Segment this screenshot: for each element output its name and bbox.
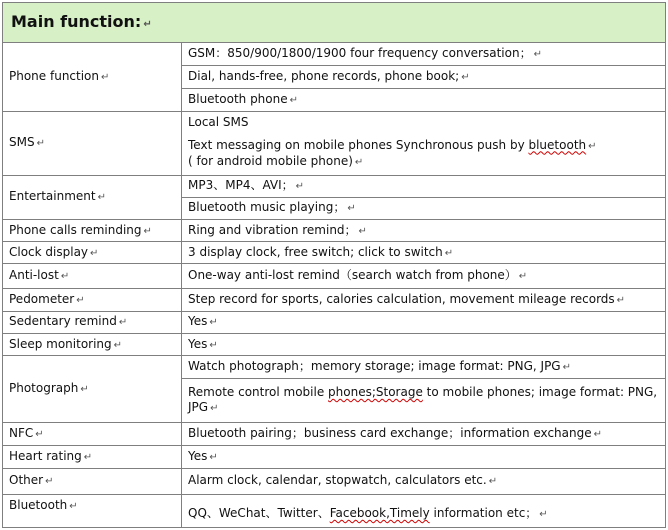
value-text-spellcheck: Facebook,Timely [329,506,430,520]
category-phone-calls-reminding [3,220,182,242]
value-text: JPG [188,400,209,415]
return-mark: ↵ [533,48,542,60]
return-mark: ↵ [295,181,305,193]
category-clock-display [3,242,182,264]
return-mark: ↵ [593,428,602,440]
value-text-spellcheck: phones;Storage [328,385,423,400]
value-text: MP3、MP4、AVI； [188,178,294,193]
return-mark: ↵ [358,225,367,237]
table-row [3,264,666,288]
category-heart-rating [3,446,182,469]
category-sms [3,112,182,176]
return-mark: ↵ [562,362,572,374]
return-mark: ↵ [209,317,218,329]
table-row [3,422,666,445]
value-line [188,385,659,400]
table-row [3,494,666,527]
return-mark: ↵ [76,294,85,306]
value-cell [182,311,666,333]
value-cell [182,469,666,494]
category-label: Bluetooth [9,497,68,512]
value-text: Remote control mobile [188,385,329,400]
value-text: Ring and vibration remind； [188,222,357,237]
table-row [3,43,666,65]
return-mark: ↵ [354,156,364,168]
category-other [3,469,182,494]
category-sedentary-remind [3,311,182,333]
category-label: Sedentary remind [9,314,117,329]
table-row [3,242,666,264]
return-mark: ↵ [143,18,152,30]
return-mark: ↵ [101,72,110,84]
return-mark: ↵ [60,271,70,283]
value-text: Bluetooth music playing； [188,200,346,215]
return-mark: ↵ [347,203,356,215]
value-cell [182,65,666,88]
value-cell [182,242,666,264]
return-mark: ↵ [143,225,152,237]
return-mark: ↵ [616,294,626,306]
return-mark: ↵ [118,317,128,329]
value-text: Alarm clock, calendar, stopwatch, calculators etc. [188,473,487,488]
value-text: Local SMS [188,114,249,129]
value-text: GSM：850/900/1800/1900 four frequency conversation； [188,45,532,60]
value-text: 3 display clock, free switch; click to switch [188,244,443,259]
return-mark: ↵ [90,247,99,259]
value-text: ( for android mobile phone) [188,153,353,168]
return-mark: ↵ [35,428,44,440]
return-mark: ↵ [45,476,54,488]
value-text: Yes [188,314,208,329]
value-text: Text messaging on mobile phones Synchronous push by [188,137,529,152]
table-row [3,446,666,469]
category-pedometer [3,288,182,311]
value-cell [182,334,666,356]
table-row [3,288,666,311]
return-mark: ↵ [539,509,548,520]
category-label: Pedometer [9,291,75,306]
value-line [188,154,659,170]
value-cell [182,88,666,111]
table-row [3,311,666,333]
category-label: Entertainment [9,189,96,204]
category-anti-lost [3,264,182,288]
main-function-title [3,3,666,43]
return-mark: ↵ [461,71,470,83]
return-mark: ↵ [36,138,45,150]
return-mark: ↵ [588,140,597,152]
category-bluetooth [3,494,182,527]
value-text: Yes [188,336,208,351]
value-cell [182,264,666,288]
table-row [3,220,666,242]
category-label: Other [9,473,44,488]
value-cell [182,43,666,65]
value-line [188,138,659,154]
category-label: Photograph [9,381,79,396]
value-cell [182,494,666,527]
value-text: Dial, hands-free, phone records, phone book; [188,68,460,83]
return-mark: ↵ [444,247,454,259]
title-text: Main function: [11,11,142,31]
value-text: Watch photograph；memory storage; image format: PNG, JPG [188,359,561,374]
table-row [3,334,666,356]
table-row [3,356,666,379]
return-mark: ↵ [209,339,218,351]
value-cell [182,422,666,445]
category-label: Phone function [9,69,100,84]
category-label: Heart rating [9,449,82,464]
category-label: Clock display [9,244,89,259]
return-mark: ↵ [113,339,123,351]
category-sleep-monitoring [3,334,182,356]
return-mark: ↵ [97,192,106,204]
table-header-row [3,3,666,43]
value-text: Bluetooth pairing；business card exchange；information exchange [188,425,592,440]
category-label: SMS [9,135,35,150]
value-line [188,400,659,416]
category-label: Sleep monitoring [9,336,112,351]
category-photograph [3,356,182,423]
value-text: to mobile phones; image format: PNG, [422,385,658,400]
category-entertainment [3,175,182,219]
return-mark: ↵ [83,452,93,464]
value-text: Step record for sports, calories calculation, movement mileage records [188,291,615,306]
value-cell [182,175,666,197]
value-cell [182,220,666,242]
value-cell [182,197,666,219]
category-label: Phone calls reminding [9,222,142,237]
category-label: NFC [9,425,34,440]
value-text: information etc； [429,506,538,520]
value-text: Yes [188,449,208,464]
value-cell [182,112,666,133]
return-mark: ↵ [69,500,78,512]
return-mark: ↵ [209,452,218,464]
value-text: Bluetooth phone [188,91,288,106]
return-mark: ↵ [518,271,528,283]
return-mark: ↵ [488,476,498,488]
return-mark: ↵ [80,384,89,396]
value-cell [182,356,666,379]
table-row [3,175,666,197]
value-text-spellcheck: bluetooth [528,137,587,152]
function-spec-table [2,2,666,528]
table-row [3,469,666,494]
category-nfc [3,422,182,445]
value-cell [182,133,666,175]
value-cell [182,446,666,469]
category-phone-function [3,43,182,112]
return-mark: ↵ [289,94,299,106]
table-row [3,112,666,133]
value-text: One-way anti-lost remind（search watch from phone） [188,268,517,283]
value-text: QQ、WeChat、Twitter、 [188,506,330,520]
category-label: Anti-lost [9,268,59,283]
value-cell [182,288,666,311]
return-mark: ↵ [210,403,219,415]
value-cell [182,379,666,422]
